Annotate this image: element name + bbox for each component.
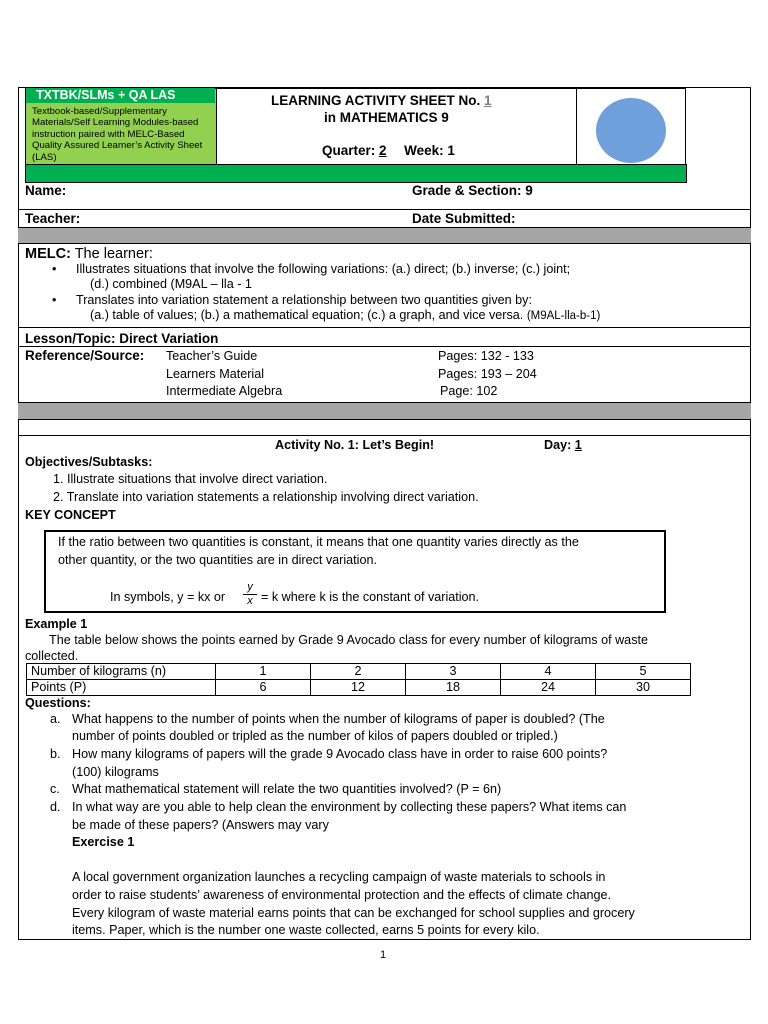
- question-marker: c.: [50, 782, 60, 796]
- questions-label: Questions:: [25, 696, 91, 710]
- grade-label: Grade & Section:: [412, 183, 522, 198]
- week-label: Week:: [404, 143, 444, 158]
- melc-bullet-2: Translates into variation statement a relationship between two quantities given by:: [76, 293, 532, 307]
- melc-label: MELC:: [25, 246, 71, 262]
- day-label: Day:: [544, 438, 572, 452]
- reference-label: Reference/Source:: [25, 348, 145, 363]
- example-text-line-1: The table below shows the points earned by Grade 9 Avocado class for every number of kilograms of waste: [49, 633, 648, 647]
- school-logo: [596, 98, 666, 163]
- exercise-line-4: items. Paper, which is the number one waste collected, earns 5 points for every kilo.: [72, 923, 540, 937]
- exercise-label: Exercise 1: [72, 835, 135, 849]
- week-value: 1: [447, 143, 455, 158]
- question-d-line-1: In what way are you able to help clean the environment by collecting these papers? What items can: [72, 800, 627, 814]
- question-c-line-1: What mathematical statement will relate the two quantities involved? (P = 6n): [72, 782, 502, 796]
- gray-separator: [18, 402, 751, 420]
- question-marker: d.: [50, 800, 61, 814]
- activity-title: Activity No. 1: Let’s Begin!: [275, 438, 435, 452]
- grade-value: 9: [525, 183, 533, 198]
- gray-separator: [18, 227, 751, 244]
- question-marker: a.: [50, 712, 61, 726]
- melc-intro: The learner:: [74, 246, 153, 262]
- question-marker: b.: [50, 747, 61, 761]
- page-number: 1: [380, 949, 387, 961]
- melc-bullet-2-cont: [90, 308, 600, 322]
- table-cell: 30: [596, 680, 691, 696]
- table-cell: 3: [406, 664, 501, 680]
- exercise-line-2: order to raise students’ awareness of environmental protection and the effects of climate change.: [72, 888, 612, 902]
- objectives-label: Objectives/Subtasks:: [25, 455, 153, 469]
- objective-2: 2. Translate into variation statements a relationship involving direct variation.: [53, 490, 479, 504]
- table-row: [27, 680, 691, 696]
- name-label: Name:: [25, 183, 67, 198]
- melc-bullet-dot: •: [52, 262, 57, 276]
- activity-day: [544, 438, 582, 452]
- question-a-line-1: What happens to the number of points when the number of kilograms of paper is doubled? (The: [72, 712, 605, 726]
- table-cell: 18: [406, 680, 501, 696]
- question-b-line-1: How many kilograms of papers will the grade 9 Avocado class have in order to raise 600 points?: [72, 747, 608, 761]
- exercise-line-1: A local government organization launches a recycling campaign of waste materials to schools in: [72, 870, 606, 884]
- sheet-title: [271, 93, 492, 108]
- key-concept-label: KEY CONCEPT: [25, 508, 116, 522]
- fraction-denominator: x: [247, 595, 253, 607]
- melc-bullet-1-cont: (d.) combined (M9AL – lla - 1: [90, 277, 252, 291]
- lesson-label: Lesson/Topic:: [25, 331, 116, 346]
- divider: [18, 327, 751, 328]
- symbols-suffix: = k where k is the constant of variation.: [261, 590, 480, 604]
- table-row-label: Number of kilograms (n): [27, 664, 216, 680]
- table-cell: 1: [216, 664, 311, 680]
- quarter-label: Quarter:: [322, 143, 376, 158]
- melc-code: (M9AL-lla-b-1): [526, 310, 601, 322]
- melc-bullet-dot: •: [52, 293, 57, 307]
- sheet-number: 1: [484, 93, 492, 108]
- reference-source: Learners Material: [166, 367, 264, 381]
- sheet-subject: in MATHEMATICS 9: [324, 110, 449, 125]
- green-band: [25, 164, 687, 183]
- melc-heading: [25, 246, 153, 262]
- quarter-value: 2: [379, 143, 387, 158]
- reference-pages: Pages: 193 – 204: [438, 367, 537, 381]
- objective-1: 1. Illustrate situations that involve direct variation.: [53, 472, 328, 486]
- fraction: [243, 581, 257, 607]
- table-cell: 24: [501, 680, 596, 696]
- header-badge-label: TXTBK/SLMs + QA LAS: [36, 88, 176, 102]
- key-concept-line-1: If the ratio between two quantities is constant, it means that one quantity varies directly as the: [58, 535, 579, 549]
- table-cell: 12: [311, 680, 406, 696]
- fraction-numerator: y: [247, 581, 253, 593]
- question-a-line-2: number of points doubled or tripled as the number of kilos of papers doubled or tripled.): [72, 729, 558, 743]
- teacher-label: Teacher:: [25, 211, 81, 226]
- divider: [18, 346, 751, 347]
- reference-pages: Page: 102: [440, 384, 498, 398]
- lesson-topic: [25, 331, 218, 346]
- example-text-line-2: collected.: [25, 649, 79, 663]
- header-badge-description: Textbook-based/Supplementary Materials/Self Learning Modules-based instruction paired with MELC-Based Quality Assured Learner’s Activity Sheet (LAS): [32, 106, 203, 163]
- divider: [18, 209, 751, 210]
- day-value: 1: [574, 438, 582, 452]
- table-cell: 6: [216, 680, 311, 696]
- exercise-line-3: Every kilogram of waste material earns points that can be exchanged for school supplies and grocery: [72, 906, 635, 920]
- reference-source: Intermediate Algebra: [166, 384, 283, 398]
- table-row-label: Points (P): [27, 680, 216, 696]
- lesson-value: Direct Variation: [119, 331, 219, 346]
- reference-source: Teacher’s Guide: [166, 349, 258, 363]
- melc-bullet-1: Illustrates situations that involve the following variations: (a.) direct; (b.) inverse; (c.) joint;: [76, 262, 571, 276]
- question-b-line-2: (100) kilograms: [72, 765, 159, 779]
- divider: [18, 435, 751, 436]
- melc-bullet-2-text: (a.) table of values; (b.) a mathematical equation; (c.) a graph, and vice versa.: [90, 308, 524, 322]
- sheet-title-prefix: LEARNING ACTIVITY SHEET No.: [271, 93, 481, 108]
- reference-pages: Pages: 132 - 133: [438, 349, 534, 363]
- example-label: Example 1: [25, 617, 88, 631]
- question-d-line-2: be made of these papers? (Answers may vary: [72, 818, 329, 832]
- table-cell: 4: [501, 664, 596, 680]
- table-cell: 2: [311, 664, 406, 680]
- key-concept-line-2: other quantity, or the two quantities are in direct variation.: [58, 553, 377, 567]
- symbols-prefix: In symbols, y = kx or: [110, 590, 226, 604]
- points-table: [26, 663, 691, 696]
- table-cell: 5: [596, 664, 691, 680]
- grade-section: [412, 183, 533, 198]
- table-row: [27, 664, 691, 680]
- date-submitted-label: Date Submitted:: [412, 211, 516, 226]
- quarter-week: [322, 143, 455, 158]
